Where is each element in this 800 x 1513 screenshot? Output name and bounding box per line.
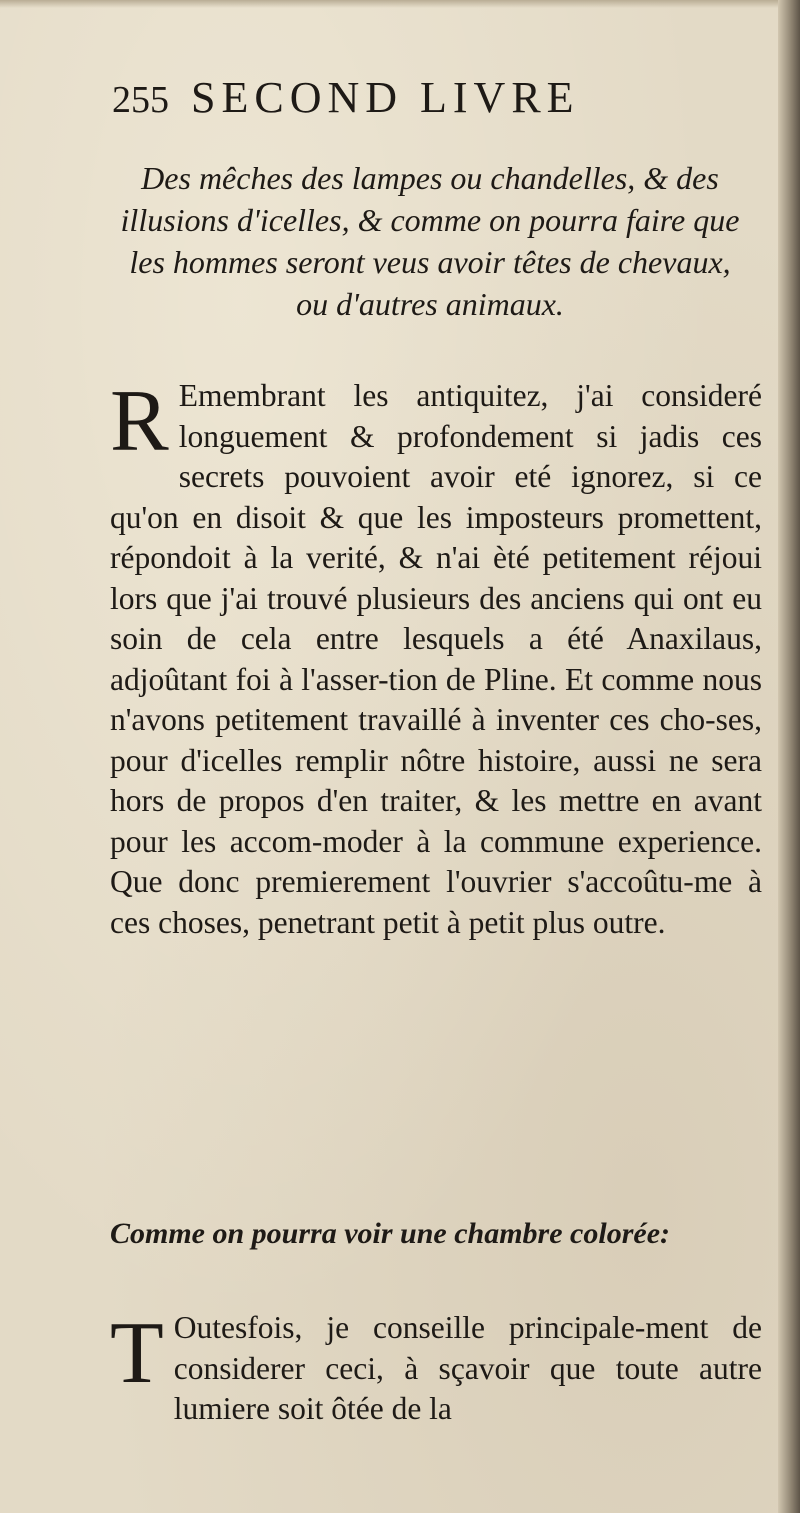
paragraph-2-text: Outesfois, je conseille principale-ment de considerer ceci, à sçavoir que toute autre lumiere soit ôtée de la xyxy=(173,1310,762,1426)
dropcap-t: T xyxy=(110,1305,164,1402)
page-number: 255 xyxy=(112,79,169,121)
section-heading-1: Des mêches des lampes ou chandelles, & des illusions d'icelles, & comme on pourra faire que les hommes seront veus avoir têtes de chevaux, ou d'autres animaux. xyxy=(120,160,740,322)
running-head xyxy=(112,72,672,123)
paragraph-1 xyxy=(110,373,762,943)
page-binding-edge xyxy=(778,0,800,1513)
paragraph-2 xyxy=(110,1305,762,1430)
dropcap-r: R xyxy=(110,373,169,470)
running-title: SECOND LIVRE xyxy=(191,73,580,122)
section-heading-2: Comme on pourra voir une chambre colorée: xyxy=(110,1217,670,1250)
paragraph-1-text: Emembrant les antiquitez, j'ai consideré longuement & profondement si jadis ces secrets pouvoient avoir eté ignorez, si ce qu'on en disoit & que les imposteurs promettent, répondoit à la verité, & n'ai èté petitement réjoui lors que j'ai trouvé plusieurs des anciens qui ont eu soin de cela entre lesquels a été Anaxilaus, adjoûtant foi à l'asser-tion de Pline. Et comme nous n'avons petitement travaillé à inventer ces cho-ses, pour d'icelles remplir nôtre histoire, aussi ne sera hors de propos d'en traiter, & les mettre en avant pour les accom-moder à la commune experience. Que donc premierement l'ouvrier s'accoûtu-me à ces choses, penetrant petit à petit plus outre. xyxy=(110,378,762,940)
page-top-edge xyxy=(0,0,800,8)
